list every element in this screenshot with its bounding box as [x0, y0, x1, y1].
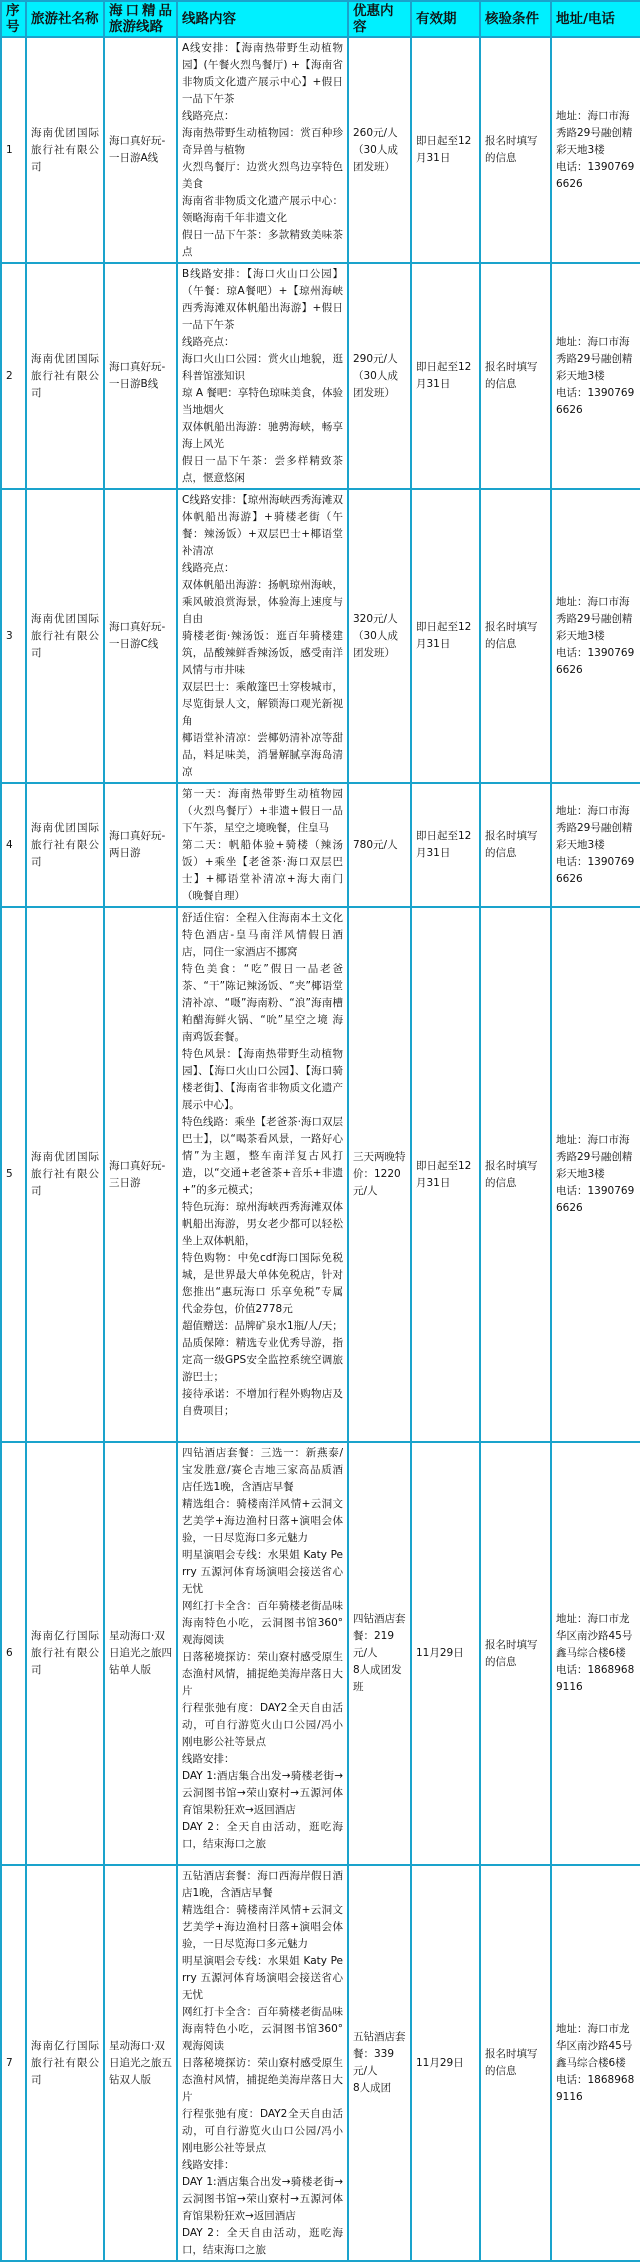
content-line: 假日一品下午茶：尝多样精致茶点，惬意悠闲	[182, 455, 343, 484]
content-line: 行程张弛有度：DAY2全天自由活动，可自行游览火山口公园/冯小刚电影公社等景点	[182, 1702, 343, 1748]
address: 地址：海口市海秀路29号融创精彩天地3楼	[556, 335, 633, 382]
content-line: 火烈鸟餐厅：边赏火烈鸟边享特色美食	[182, 161, 343, 190]
validity: 即日起至12月31日	[411, 263, 480, 489]
discount	[348, 1442, 411, 1865]
verify-condition: 报名时填写的信息	[480, 37, 551, 263]
discount: 780元/人	[348, 783, 411, 907]
content-line: A线安排：【海南热带野生动植物园】(午餐火烈鸟餐厅) +【海南省非物质文化遗产展示中心】+假日一品下午茶	[182, 42, 343, 105]
verify-condition: 报名时填写的信息	[480, 1865, 551, 2261]
contact-info	[551, 1865, 640, 2261]
table-row-2	[1, 263, 640, 489]
discount-line: 8人成团	[353, 2082, 392, 2094]
content-line: 舒适住宿：全程入住海南本土文化特色酒店-皇马南洋风情假日酒店，同住一家酒店不挪窝	[182, 912, 343, 958]
content-line: 特色购物：中免cdf海口国际免税城，是世界最大单体免税店，针对您推出“惠玩海口 乐享免税”专属代金券包，价值2778元	[182, 1252, 343, 1315]
content-line: 线路安排：	[182, 1753, 235, 1765]
address: 地址：海口市海秀路29号融创精彩天地3楼	[556, 1134, 633, 1180]
validity: 即日起至12月31日	[411, 783, 480, 907]
agency-name: 海南优团国际旅行社有限公司	[26, 263, 104, 489]
row-number: 2	[1, 263, 26, 489]
discount: 三天两晚特价：1220元/人	[348, 907, 411, 1442]
route-content	[177, 1442, 348, 1865]
content-line: DAY 2：全天自由活动，逛吃海口，结束海口之旅	[182, 2227, 343, 2256]
route-name: 海口真好玩-一日游A线	[104, 37, 177, 263]
agency-name: 海南优团国际旅行社有限公司	[26, 37, 104, 263]
contact-info	[551, 783, 640, 907]
route-name: 海口真好玩-两日游	[104, 783, 177, 907]
discount-line: 五钻酒店套餐：339元/人	[353, 2031, 406, 2077]
col-header-verify: 核验条件	[480, 1, 551, 37]
content-line: 海南热带野生动植物园：赏百种珍奇异兽与植物	[182, 127, 343, 156]
content-line: 特色线路：乘坐【老爸茶·海口双层巴士】，以“喝茶看风景，一路好心情”为主题，整车南洋复古风打造，以“交通+老爸茶+音乐+非遗+”的多元模式；	[182, 1116, 343, 1196]
route-name: 海口真好玩-一日游C线	[104, 489, 177, 783]
contact-info	[551, 37, 640, 263]
table-row-6	[1, 1442, 640, 1865]
discount	[348, 1865, 411, 2261]
content-line: B线路安排：【海口火山口公园】（午餐：琼A餐吧）+【琼州海峡西秀海滩双体帆船出海游】+假日一品下午茶	[182, 268, 343, 331]
content-line: 网红打卡全含：百年骑楼老街品味海南特色小吃，云洞图书馆360°观海阅读	[182, 2006, 343, 2052]
discount: 260元/人（30人成团发班）	[348, 37, 411, 263]
contact-info	[551, 263, 640, 489]
table-row-3	[1, 489, 640, 783]
content-line: 特色风景：【海南热带野生动植物园】、【海口火山口公园】、【海口骑楼老街】、【海南省非物质文化遗产展示中心】。	[182, 1048, 343, 1111]
content-line: 骑楼老街·辣汤饭：逛百年骑楼建筑，品酸辣鲜香辣汤饭，感受南洋风情与市井味	[182, 630, 343, 676]
content-line: 第一天：海南热带野生动植物园（火烈鸟餐厅）+非遗+假日一品下午茶，星空之境晚餐，住皇马	[182, 788, 343, 834]
verify-condition: 报名时填写的信息	[480, 1442, 551, 1865]
phone: 电话：13907696626	[556, 1185, 635, 1214]
content-line: 特色美食：“吃”假日一品老爸茶、“干”陈记辣汤饭、“夹”椰语堂清补凉、“嗫”海南粉、“浪”海南槽粕醋海鲜火锅、“吮”星空之境 海南鸡饭套餐。	[182, 963, 343, 1043]
content-line: 椰语堂补清凉：尝椰奶清补凉等甜品，料足味美，消暑解腻享海岛清凉	[182, 732, 343, 778]
route-name: 海口真好玩-一日游B线	[104, 263, 177, 489]
col-header-content: 线路内容	[177, 1, 348, 37]
address: 地址：海口市海秀路29号融创精彩天地3楼	[556, 109, 633, 156]
content-line: 明星演唱会专线：水果姐 Katy Perry 五源河体育场演唱会接送省心无忧	[182, 1549, 343, 1595]
content-line: 精选组合：骑楼南洋风情+云洞文艺美学+海边渔村日落+演唱会体验，一日尽览海口多元魅力	[182, 1904, 343, 1950]
content-line: 海南省非物质文化遗产展示中心：领略海南千年非遗文化	[182, 195, 343, 224]
content-line: 日落秘境探访：荣山寮村感受原生态渔村风情，捕捉绝美海岸落日大片	[182, 1651, 343, 1697]
col-header-validity: 有效期	[411, 1, 480, 37]
content-line: 品质保障：精选专业优秀导游，指定高一级GPS安全监控系统空调旅游巴士；	[182, 1337, 343, 1383]
verify-condition: 报名时填写的信息	[480, 783, 551, 907]
validity: 即日起至12月31日	[411, 489, 480, 783]
content-line: 双体帆船出海游：驰骋海峡，畅享海上风光	[182, 421, 343, 450]
contact-info	[551, 1442, 640, 1865]
agency-name: 海南亿行国际旅行社有限公司	[26, 1442, 104, 1865]
route-name: 海口真好玩-三日游	[104, 907, 177, 1442]
content-line: 线路亮点：	[182, 336, 235, 348]
phone: 电话：13907696626	[556, 646, 635, 676]
discount: 320元/人（30人成团发班）	[348, 489, 411, 783]
row-number: 6	[1, 1442, 26, 1865]
route-content	[177, 489, 348, 783]
content-line: 海口火山口公园：赏火山地貌，逛科普馆涨知识	[182, 353, 343, 382]
verify-condition: 报名时填写的信息	[480, 263, 551, 489]
table-row-7	[1, 1865, 640, 2261]
discount: 290元/人（30人成团发班）	[348, 263, 411, 489]
phone: 电话：13907696626	[556, 160, 635, 190]
phone: 电话：13907696626	[556, 386, 635, 416]
content-line: 琼 A 餐吧：享特色琼味美食，体验当地烟火	[182, 387, 343, 416]
contact-info	[551, 489, 640, 783]
agency-name: 海南优团国际旅行社有限公司	[26, 489, 104, 783]
validity: 11月29日	[411, 1442, 480, 1865]
address: 地址：海口市海秀路29号融创精彩天地3楼	[556, 595, 633, 642]
route-content	[177, 37, 348, 263]
route-content	[177, 907, 348, 1442]
header-row	[1, 1, 640, 37]
content-line: 四钻酒店套餐：三选一：新燕泰/宝发胜意/赛仑吉地三家高品质酒店任选1晚，含酒店早餐	[182, 1447, 343, 1493]
col-header-agency: 旅游社名称	[26, 1, 104, 37]
content-line: DAY 1:酒店集合出发→骑楼老街→云洞图书馆→荣山寮村→五源河体育馆果粉狂欢→返回酒店	[182, 1770, 343, 1816]
table-row-4	[1, 783, 640, 907]
content-line: 五钻酒店套餐：海口西海岸假日酒店1晚，含酒店早餐	[182, 1870, 343, 1899]
col-header-no: 序号	[1, 1, 26, 37]
row-number: 4	[1, 783, 26, 907]
validity: 11月29日	[411, 1865, 480, 2261]
route-name: 星动海口·双日追光之旅四钻单人版	[104, 1442, 177, 1865]
row-number: 7	[1, 1865, 26, 2261]
content-line: 行程张弛有度：DAY2全天自由活动，可自行游览火山口公园/冯小刚电影公社等景点	[182, 2108, 343, 2154]
content-line: C线路安排：【琼州海峡西秀海滩双体帆船出海游】+骑楼老街（午餐：辣汤饭）+双层巴士+椰语堂补清凉	[182, 494, 343, 557]
row-number: 5	[1, 907, 26, 1442]
col-header-discount: 优惠内容	[348, 1, 411, 37]
content-line: DAY 1:酒店集合出发→骑楼老街→云洞图书馆→荣山寮村→五源河体育馆果粉狂欢→返回酒店	[182, 2176, 343, 2222]
route-name: 星动海口·双日追光之旅五钻双人版	[104, 1865, 177, 2261]
table-row-1	[1, 37, 640, 263]
content-line: 双体帆船出海游：扬帆琼州海峡，乘风破浪赏海景，体验海上速度与自由	[182, 579, 343, 625]
discount-line: 8人成团发班	[353, 1664, 402, 1693]
agency-name: 海南优团国际旅行社有限公司	[26, 907, 104, 1442]
address: 地址：海口市龙华区南沙路45号鑫马综合楼6楼	[556, 1613, 633, 1659]
verify-condition: 报名时填写的信息	[480, 489, 551, 783]
content-line: 线路亮点：	[182, 110, 235, 122]
content-line: 接待承诺：不增加行程外购物店及自费项目；	[182, 1388, 343, 1417]
table-row-5	[1, 907, 640, 1442]
route-content	[177, 783, 348, 907]
content-line: 第二天：帆船体验+骑楼（辣汤饭）+乘坐【老爸茶·海口双层巴士】+椰语堂补清凉+海大南门（晚餐自理）	[182, 839, 343, 902]
route-content	[177, 1865, 348, 2261]
verify-condition: 报名时填写的信息	[480, 907, 551, 1442]
col-header-route: 海口精品旅游线路	[104, 1, 177, 37]
content-line: 线路亮点：	[182, 562, 235, 574]
content-line: 明星演唱会专线：水果姐 Katy Perry 五源河体育场演唱会接送省心无忧	[182, 1955, 343, 2001]
col-header-contact: 地址/电话	[551, 1, 640, 37]
row-number: 1	[1, 37, 26, 263]
content-line: 日落秘境探访：荣山寮村感受原生态渔村风情，捕捉绝美海岸落日大片	[182, 2057, 343, 2103]
content-line: 特色玩海：琼州海峡西秀海滩双体帆船出海游，男女老少都可以轻松坐上双体帆船，	[182, 1201, 343, 1247]
agency-name: 海南亿行国际旅行社有限公司	[26, 1865, 104, 2261]
row-number: 3	[1, 489, 26, 783]
agency-name: 海南优团国际旅行社有限公司	[26, 783, 104, 907]
address: 地址：海口市龙华区南沙路45号鑫马综合楼6楼	[556, 2022, 633, 2069]
address: 地址：海口市海秀路29号融创精彩天地3楼	[556, 804, 633, 851]
validity: 即日起至12月31日	[411, 907, 480, 1442]
content-line: 线路安排：	[182, 2159, 235, 2171]
phone: 电话：13907696626	[556, 855, 635, 885]
validity: 即日起至12月31日	[411, 37, 480, 263]
phone: 电话：18689689116	[556, 2073, 635, 2103]
content-line: 假日一品下午茶：多款精致美味茶点	[182, 229, 343, 258]
content-line: 网红打卡全含：百年骑楼老街品味海南特色小吃，云洞图书馆360°观海阅读	[182, 1600, 343, 1646]
content-line: 精选组合：骑楼南洋风情+云洞文艺美学+海边渔村日落+演唱会体验，一日尽览海口多元魅力	[182, 1498, 343, 1544]
route-content	[177, 263, 348, 489]
content-line: 超值赠送：品牌矿泉水1瓶/人/天；	[182, 1320, 343, 1332]
contact-info	[551, 907, 640, 1442]
content-line: DAY 2：全天自由活动，逛吃海口，结束海口之旅	[182, 1821, 343, 1850]
discount-line: 四钻酒店套餐：219元/人	[353, 1613, 406, 1659]
content-line: 双层巴士：乘敞篷巴士穿梭城市，尽览街景人文，解锁海口观光新视角	[182, 681, 343, 727]
phone: 电话：18689689116	[556, 1664, 635, 1693]
